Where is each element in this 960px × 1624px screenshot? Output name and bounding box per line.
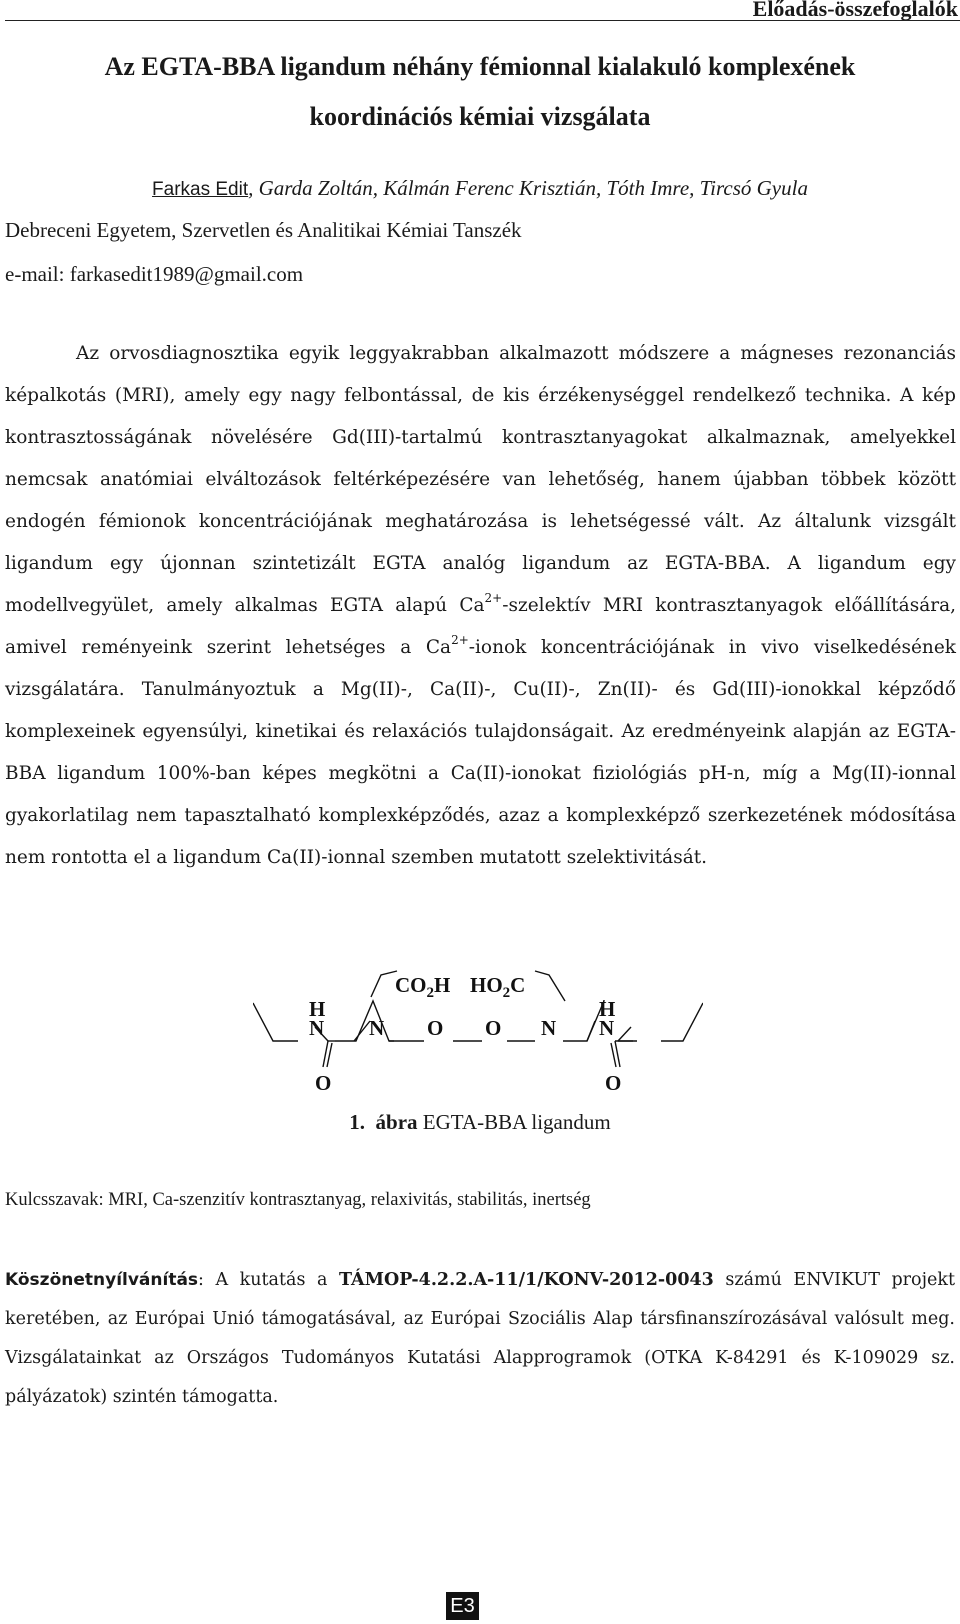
atom-nitrogen: N bbox=[541, 1016, 557, 1040]
figure-number: 1. bbox=[349, 1110, 366, 1134]
header-rule bbox=[5, 20, 960, 21]
structure-bond bbox=[611, 1043, 616, 1067]
structure-bond bbox=[253, 1003, 298, 1041]
abstract-body bbox=[5, 333, 956, 879]
structure-bond bbox=[354, 1021, 370, 1041]
structure-bond bbox=[535, 971, 565, 1001]
abstract-part-2: -szelektív MRI kontrasztanyagok előállítására, amivel reményeink szerint lehetséges a Ca bbox=[5, 595, 956, 658]
abstract-part-3: -ionok koncentrációjának in vivo viselkedésének vizsgálatára. Tanulmányoztuk a Mg(II)-, Ca(II)-, Cu(II)-, Zn(II)- és Gd(III)-ionokkal képződő komplexeinek egyensúlyi, kinetikai és relaxációs tulajdonságait. Az eredményeink alapján az EGTA-BBA ligandum 100%-ban képes megkötni a Ca(II)-ionokat fiziológiás pH-n, míg a Mg(II)-ionnal gyakorlatilag nem tapasztalható komplexképződés, azaz a komplexképző szerkezetének módosítása nem rontotta el a ligandum Ca(II)-ionnal szemben mutatott szelektivitását. bbox=[5, 637, 957, 868]
charge-superscript: 2+ bbox=[451, 633, 469, 647]
atom-oxygen: O bbox=[605, 1071, 622, 1095]
structure-bond bbox=[371, 971, 397, 997]
structure-bond bbox=[327, 1043, 332, 1067]
figure-caption-text: EGTA-BBA ligandum bbox=[422, 1110, 611, 1134]
figure-caption bbox=[0, 1110, 960, 1135]
co-authors: , Garda Zoltán, Kálmán Ferenc Krisztián, Tóth Imre, Tircsó Gyula bbox=[248, 176, 808, 200]
carboxyl-label-left: $CO_2H$ bbox=[395, 973, 451, 1001]
affiliation: Debreceni Egyetem, Szervetlen és Analitikai Kémiai Tanszék bbox=[5, 218, 522, 242]
section-header: Előadás-összefoglalók bbox=[752, 0, 958, 21]
atom-oxygen: O bbox=[427, 1016, 444, 1040]
structure-bond bbox=[563, 1001, 604, 1041]
keywords: Kulcsszavak: MRI, Ca-szenzitív kontrasztanyag, relaxivitás, stabilitás, inertség bbox=[5, 1190, 591, 1210]
title-line-1: Az EGTA-BBA ligandum néhány fémionnal kialakuló komplexének bbox=[104, 52, 856, 81]
charge-superscript: 2+ bbox=[484, 591, 503, 605]
atom-nitrogen: N bbox=[599, 1016, 615, 1040]
acknowledgement-text: számú ENVIKUT projekt keretében, az Európai Unió támogatásával, az Európai Szociális Alap társfinanszírozásával valósult meg. Vizsgálatainkat az Országos Tudományos Kutatási Alapprogramok (OTKA K-84291 és K-109029 sz. pályázatok) szintén támogatta. bbox=[5, 1270, 955, 1407]
title-line-2: koordinációs kémiai vizsgálata bbox=[309, 102, 651, 131]
authors bbox=[0, 176, 960, 201]
email: e-mail: farkasedit1989@gmail.com bbox=[5, 262, 304, 286]
atom-hydrogen: H bbox=[599, 997, 616, 1021]
atom-oxygen: O bbox=[315, 1071, 332, 1095]
acknowledgement-label: Köszönetnyílvánítás bbox=[5, 1270, 199, 1290]
presenting-author: Farkas Edit bbox=[152, 179, 249, 200]
page-number-badge: E3 bbox=[446, 1592, 479, 1620]
figure-label: ábra bbox=[375, 1110, 418, 1134]
structure-bond bbox=[661, 1003, 703, 1041]
structure-bond bbox=[618, 1027, 631, 1041]
carboxyl-label-right: $HO_2C$ bbox=[470, 973, 526, 1001]
acknowledgement-text: : A kutatás a bbox=[198, 1270, 339, 1290]
abstract-part-1: Az orvosdiagnosztika egyik leggyakrabban alkalmazott módszere a mágneses rezonanciás képalkotás (MRI), amely egy nagy felbontással, de kis érzékenységgel rendelkező technika. A kép kontrasztosságának növelésére Gd(III)-tartalmú kontrasztanyagokat alkalmaznak, amelyekkel nemcsak anatómiai elváltozások feltérképezésére van lehetőség, hanem újabban többek között endogén fémionok koncentrációjának meghatározása is lehetségessé vált. Az általunk vizsgált ligandum egy újonnan szintetizált EGTA analóg ligandum az EGTA-BBA. A ligandum egy modellvegyület, amely alkalmas EGTA alapú Ca bbox=[5, 343, 956, 616]
egta-bba-structure bbox=[253, 963, 703, 1103]
atom-nitrogen: N bbox=[309, 1016, 325, 1040]
atom-nitrogen: N bbox=[369, 1016, 385, 1040]
grant-code: TÁMOP-4.2.2.A-11/1/KONV-2012-0043 bbox=[338, 1270, 714, 1290]
structure-bond bbox=[587, 1021, 595, 1041]
atom-hydrogen: H bbox=[309, 997, 326, 1021]
atom-oxygen: O bbox=[485, 1016, 502, 1040]
acknowledgement bbox=[5, 1261, 955, 1417]
